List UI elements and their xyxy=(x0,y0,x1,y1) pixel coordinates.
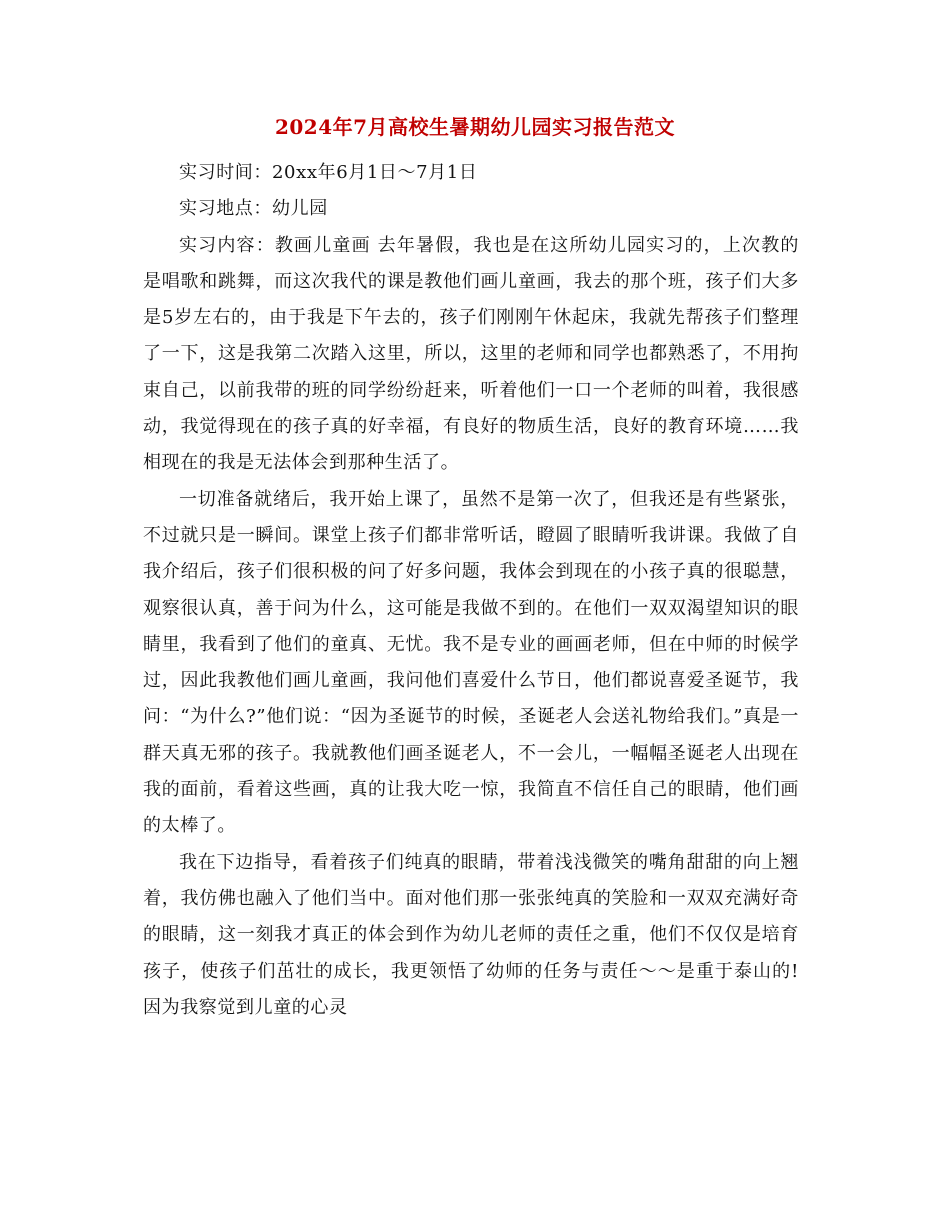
document-title: 2024年7月高校生暑期幼儿园实习报告范文 xyxy=(274,115,676,139)
paragraph-first-class: 一切准备就绪后，我开始上课了，虽然不是第一次了，但我还是有些紧张，不过就只是一瞬间。课堂上孩子们都非常听话，瞪圆了眼睛听我讲课。我做了自我介绍后，孩子们很积极的问了好多问题，我体会到现在的小孩子真的很聪慧，观察很认真，善于问为什么，这可能是我做不到的。在他们一双双渴望知识的眼睛里，我看到了他们的童真、无忧。我不是专业的画画老师，但在中师的时候学过，因此我教他们画儿童画，我问他们喜爱什么节日，他们都说喜爱圣诞节，我问：“为什么?”他们说：“因为圣诞节的时候，圣诞老人会送礼物给我们。”真是一群天真无邪的孩子。我就教他们画圣诞老人，不一会儿，一幅幅圣诞老人出现在我的面前，看着这些画，真的让我大吃一惊，我简直不信任自己的眼睛，他们画的太棒了。 xyxy=(143,488,799,837)
paragraph-internship-content: 实习内容：教画儿童画 去年暑假，我也是在这所幼儿园实习的，上次教的是唱歌和跳舞，而这次我代的课是教他们画儿童画，我去的那个班，孩子们大多是5岁左右的，由于我是下午去的，孩子们刚刚午休起床，我就先帮孩子们整理了一下，这是我第二次踏入这里，所以，这里的老师和同学也都熟悉了，不用拘束自己，以前我带的班的同学纷纷赶来，听着他们一口一个老师的叫着，我很感动，我觉得现在的孩子真的好幸福，有良好的物质生活，良好的教育环境……我相现在的我是无法体会到那种生活了。 xyxy=(143,234,799,474)
paragraph-internship-time: 实习时间：20xx年6月1日～7月1日 xyxy=(179,162,478,183)
paragraph-internship-location: 实习地点：幼儿园 xyxy=(179,198,328,220)
document-body xyxy=(143,155,799,1026)
paragraph-guidance: 我在下边指导，看着孩子们纯真的眼睛，带着浅浅微笑的嘴角甜甜的向上翘着，我仿佛也融入了他们当中。面对他们那一张张纯真的笑脸和一双双充满好奇的眼睛，这一刻我才真正的体会到作为幼儿老师的责任之重，他们不仅仅是培育孩子，使孩子们茁壮的成长，我更领悟了幼师的任务与责任～～是重于泰山的!因为我察觉到儿童的心灵 xyxy=(143,851,799,1018)
